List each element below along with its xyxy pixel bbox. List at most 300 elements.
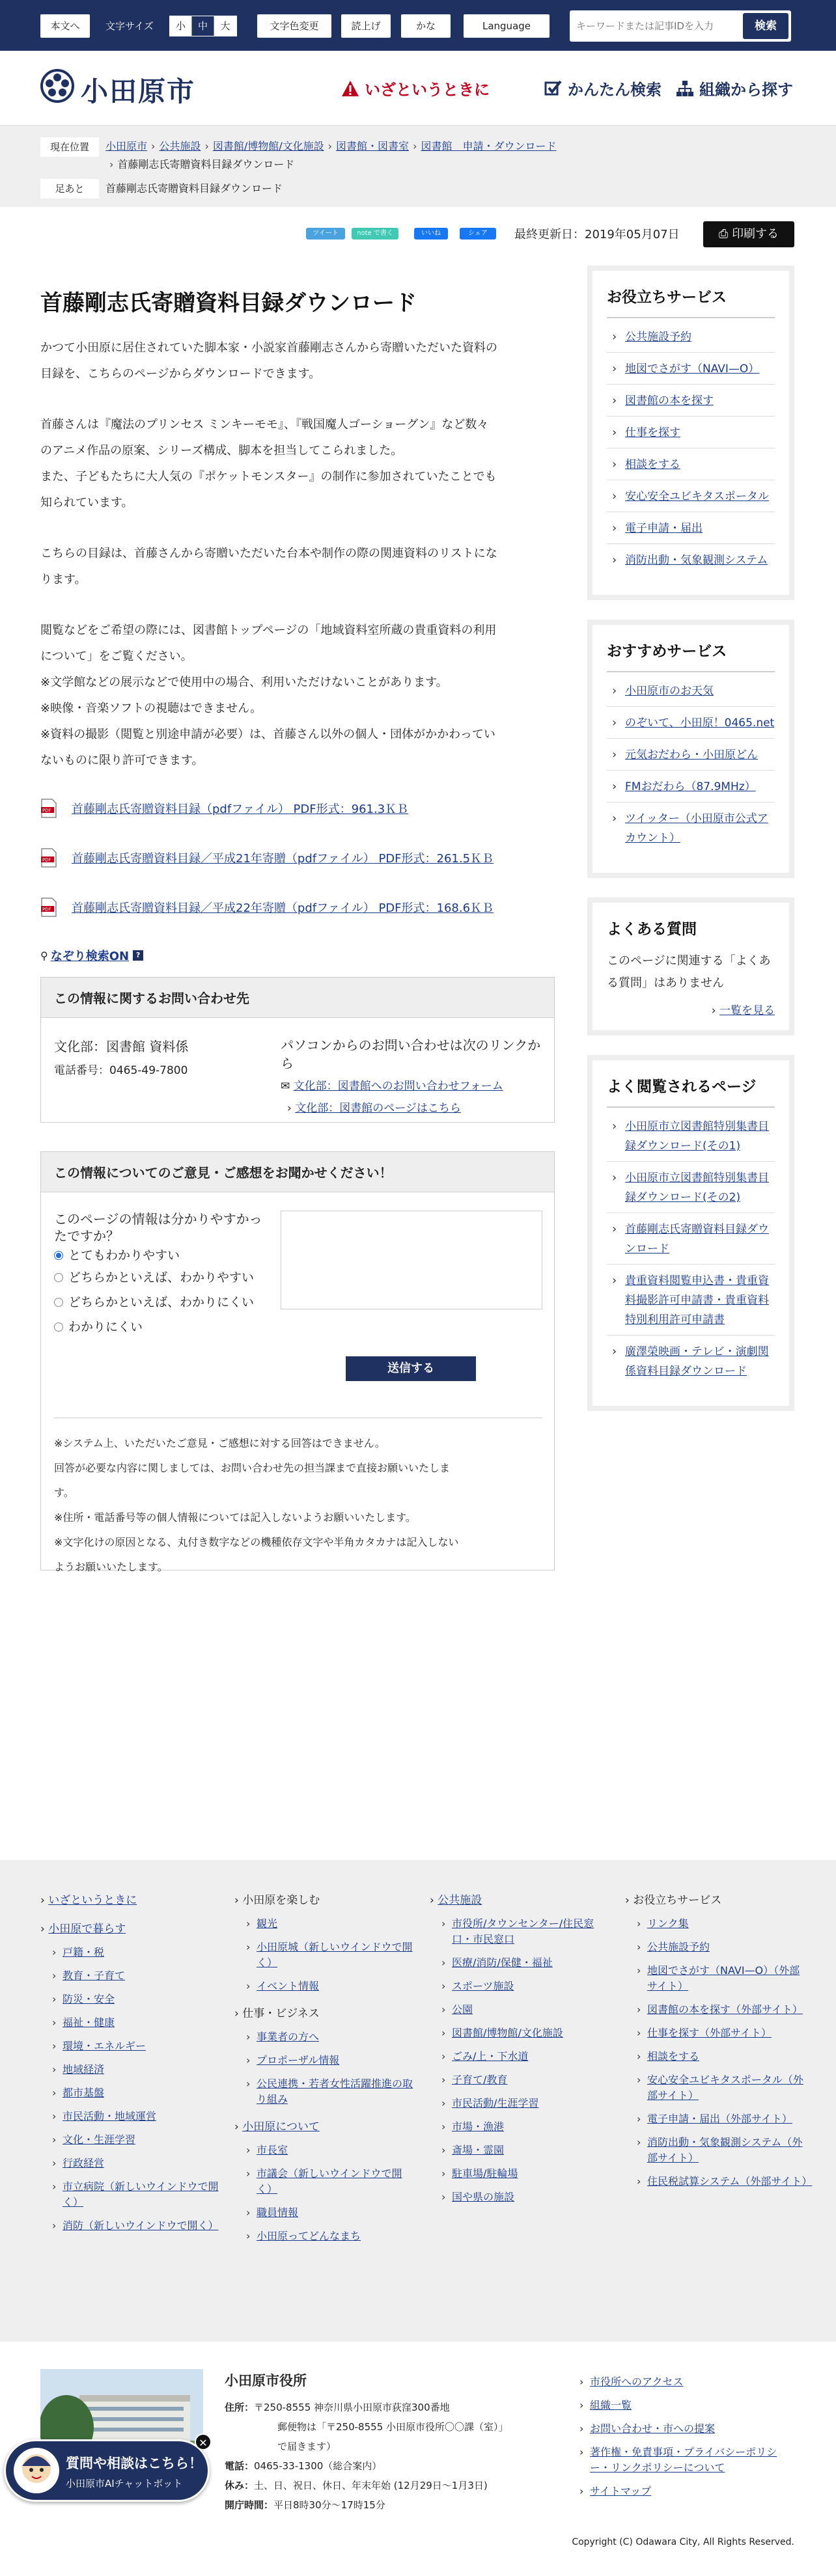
footer-tel-label: 電話： — [225, 2460, 255, 2472]
inquiry-form-link-text[interactable]: 文化部：図書館へのお問い合わせフォーム — [293, 1080, 503, 1093]
pdf-file-icon — [40, 897, 57, 917]
sidebar-link[interactable] — [607, 1342, 775, 1386]
footer-heading[interactable] — [234, 2119, 417, 2135]
breadcrumb-footprint-label: 足あと — [40, 179, 99, 199]
sidebar-link-text[interactable]: 安心安全ユビキタスポータル — [625, 490, 769, 503]
feedback-notes — [54, 1418, 542, 1580]
footer-link-list — [441, 1916, 612, 2205]
footer-link[interactable] — [441, 2002, 612, 2018]
popular-pages-list — [607, 1117, 775, 1386]
footer-util-link[interactable] — [579, 2374, 794, 2390]
breadcrumb-link[interactable]: 図書館 申請・ダウンロード — [421, 140, 557, 152]
breadcrumb-link[interactable]: 図書館・図書室 — [336, 140, 410, 152]
footer-link-text[interactable]: 防災・安全 — [63, 1993, 115, 2005]
footer-heading-link[interactable]: 小田原で暮らす — [48, 1923, 126, 1936]
breadcrumb-current-label: 現在位置 — [40, 137, 99, 157]
read-aloud-button[interactable]: 読上げ — [341, 14, 391, 38]
footer-link[interactable] — [246, 1916, 417, 1932]
text-size-label: 文字サイズ — [105, 20, 154, 32]
note-line: ※システム上、いただいたご意見・ご感想に対する回答はできません。 — [54, 1437, 385, 1449]
footer-util-link-text[interactable]: 著作権・免責事項・プライバシーポリシー・リンクポリシーについて — [590, 2446, 777, 2474]
footer-link-text[interactable]: 公共施設予約 — [647, 1941, 710, 1953]
sidebar-link[interactable] — [607, 745, 775, 771]
mail-icon: ✉ — [281, 1080, 290, 1093]
footer-link-text[interactable]: 戸籍・税 — [63, 1946, 105, 1958]
chevron-right-icon: › — [287, 1102, 292, 1115]
footer-column-services — [625, 1893, 813, 2201]
footer-util-link-text[interactable]: お問い合わせ・市への提案 — [590, 2422, 716, 2435]
breadcrumb-separator: › — [327, 140, 333, 152]
footer-address-line: で届きます） — [277, 2441, 337, 2452]
feedback-option-label: わかりにくい — [68, 1320, 143, 1334]
sidebar-link[interactable] — [607, 681, 775, 707]
footer-link-text[interactable]: 公園 — [452, 2003, 473, 2016]
footer-link[interactable] — [52, 2109, 223, 2124]
nav-emergency-label: いざというときに — [365, 81, 490, 99]
pdf-download-link[interactable] — [40, 897, 555, 917]
city-emblem-icon[interactable] — [40, 69, 74, 103]
skip-to-content-button[interactable]: 本文へ — [40, 14, 90, 38]
svg-text:PDF: PDF — [42, 907, 51, 912]
footer-link-text[interactable]: 環境・エネルギー — [63, 2040, 146, 2052]
footer-link[interactable] — [52, 1992, 223, 2007]
text-line: また、子どもたちに大人気の『ポケットモンスター』の制作に参加されていたことでも — [40, 470, 497, 484]
sidebar-link-text[interactable]: のぞいて、小田原！0465.net — [625, 717, 775, 730]
footer-tel-row — [225, 2456, 550, 2476]
footer-link[interactable] — [246, 2228, 417, 2244]
text-line: ※映像・音楽ソフトの視聴はできません。 — [40, 702, 262, 715]
main-content — [40, 259, 555, 1599]
kana-button[interactable]: かな — [401, 14, 451, 38]
footer-link-text[interactable]: 地図でさがす（NAVI—O）（外部サイト） — [647, 1964, 800, 1992]
sidebar-link-text[interactable]: 小田原市立図書館特別集書目録ダウンロード(その2) — [625, 1172, 769, 1204]
sidebar-link[interactable] — [607, 713, 775, 739]
footer-link-text[interactable]: 事業者の方へ — [257, 2031, 320, 2043]
sidebar-link-text[interactable]: 小田原市のお天気 — [625, 685, 714, 698]
inquiry-page-link[interactable] — [287, 1099, 461, 1115]
footer-heading-link[interactable]: 小田原について — [242, 2120, 320, 2133]
footer-link[interactable] — [441, 2143, 612, 2158]
text-line: 首藤さんは『魔法のプリンセス ミンキーモモ』、『戦国魔人ゴーショーグン』など数々 — [40, 418, 489, 432]
text-line: 目録を、こちらのページからダウンロードできます。 — [40, 367, 321, 381]
footer-link-text[interactable]: 住民税試算システム（外部サイト） — [647, 2175, 813, 2187]
sidebar-link-text[interactable]: 相談をする — [625, 458, 680, 471]
footer-link-text[interactable]: 消防出動・気象観測システム（外部サイト） — [647, 2136, 803, 2164]
breadcrumb-footprint — [105, 179, 283, 199]
footer-util-link[interactable] — [579, 2421, 794, 2437]
text-line: について」をご覧ください。 — [40, 650, 193, 663]
footer-link-text[interactable]: リンク集 — [647, 1917, 689, 1930]
sidebar-link-text[interactable]: 廣澤榮映画・テレビ・演劇関係資料目録ダウンロード — [625, 1345, 769, 1378]
footer-heading: › 仕事・ビジネス — [234, 2006, 417, 2021]
footer-link-text[interactable]: 斎場・霊園 — [452, 2144, 505, 2156]
sidebar-link[interactable] — [607, 487, 775, 512]
footer-link[interactable] — [441, 2189, 612, 2205]
chatbot-title: 質問や相談はこちら！ — [66, 2456, 202, 2471]
facebook-like-button[interactable]: いいね — [414, 228, 448, 240]
print-button[interactable] — [703, 221, 794, 247]
sidebar-link-text[interactable]: 首藤剛志氏寄贈資料目録ダウンロード — [625, 1223, 769, 1255]
footer-link[interactable] — [637, 1963, 807, 1994]
footer-link-text[interactable]: 公民連携・若者女性活躍推進の取り組み — [257, 2077, 413, 2105]
popular-pages-title: よく閲覧されるページ — [607, 1075, 775, 1108]
footer-link[interactable] — [637, 2049, 807, 2064]
footer-link[interactable] — [441, 1916, 612, 1947]
feedback-heading: この情報についてのご意見・ご感想をお聞かせください！ — [41, 1152, 554, 1192]
pdf-link-text[interactable]: 首藤剛志氏寄贈資料目録（pdfファイル） PDF形式：961.3ＫＢ — [72, 802, 409, 816]
sidebar-link[interactable] — [607, 455, 775, 480]
footer-util-link[interactable] — [579, 2445, 794, 2476]
sidebar-link-text[interactable]: 仕事を探す — [625, 426, 680, 439]
sidebar-link[interactable] — [607, 1117, 775, 1162]
footer-link[interactable] — [441, 2025, 612, 2041]
footer-column-facilities — [430, 1893, 612, 2217]
footer-link[interactable] — [52, 2179, 223, 2210]
breadcrumb-link[interactable]: 図書館/博物館/文化施設 — [212, 140, 324, 152]
breadcrumb-link[interactable]: 小田原市 — [105, 140, 148, 152]
breadcrumb-current-page: 首藤剛志氏寄贈資料目録ダウンロード — [117, 158, 295, 171]
footer-holiday-label: 休み： — [225, 2480, 255, 2491]
footer-address-line: 郵便物は「〒250-8555 小田原市役所〇〇課（室）」 — [277, 2421, 509, 2433]
sidebar-link-text[interactable]: 電子申請・届出 — [625, 522, 703, 535]
footer-link-text[interactable]: 地域経済 — [63, 2063, 105, 2076]
footer-link[interactable] — [246, 2205, 417, 2221]
footer-heading-link[interactable]: いざというときに — [48, 1894, 137, 1907]
printer-icon: ⎙ — [718, 227, 729, 241]
recommended-services-list — [607, 681, 775, 853]
faq-title: よくある質問 — [607, 921, 697, 938]
footer-util-link-text[interactable]: 市役所へのアクセス — [590, 2376, 684, 2388]
sidebar-link[interactable] — [607, 519, 775, 544]
magnifier-icon: ⚲ — [40, 949, 48, 962]
footer-util-link-text[interactable]: 組織一覧 — [590, 2399, 632, 2411]
svg-text:PDF: PDF — [42, 808, 51, 814]
footer-link[interactable] — [637, 2111, 807, 2127]
usage-paragraph — [40, 618, 555, 774]
footer-navigation — [0, 1860, 836, 2342]
footer-link[interactable] — [52, 2156, 223, 2171]
footer-link-text[interactable]: 都市基盤 — [63, 2087, 105, 2099]
language-button[interactable]: Language — [464, 14, 550, 38]
footer-hours-row — [225, 2495, 550, 2515]
radio-selected-icon[interactable] — [54, 1251, 63, 1260]
recommended-services-title: おすすめサービス — [607, 639, 775, 672]
sidebar-link[interactable] — [607, 391, 775, 417]
sidebar-link-text[interactable]: 貴重資料閲覧申込書・貴重資料撮影許可申請書・貴重資料特別利用許可申請書 — [625, 1274, 769, 1326]
note-share-button[interactable]: note で書く — [352, 228, 398, 240]
footer-link-text[interactable]: 行政経営 — [63, 2157, 105, 2169]
footer-link-text[interactable]: 職員情報 — [257, 2206, 299, 2219]
inquiry-form-link[interactable] — [281, 1076, 503, 1093]
catalog-paragraph — [40, 541, 555, 593]
footer-link-text[interactable]: ごみ/上・下水道 — [452, 2050, 529, 2062]
note-line: 回答が必要な内容に関しましては、お問い合わせ先の担当課まで直接お願いいたしま — [54, 1462, 451, 1474]
footer-link[interactable] — [441, 2096, 612, 2111]
search-button[interactable]: 検索 — [743, 13, 788, 39]
note-line: ※文字化けの原因となる、丸付き数字などの機種依存文字や半角カタカナは記入しない — [54, 1536, 459, 1548]
ai-chatbot-launcher[interactable] — [4, 2439, 210, 2502]
footer-link-text[interactable]: 消防（新しいウインドウで開く） — [63, 2219, 219, 2232]
footer-link-list — [246, 1916, 417, 1994]
chevron-right-icon: › — [579, 2485, 584, 2497]
warning-icon — [341, 80, 359, 97]
faq-text: このページに関連する「よくある質問」はありません — [607, 954, 771, 990]
sidebar-link[interactable] — [607, 423, 775, 448]
footer-link-text[interactable]: 相談をする — [647, 2050, 700, 2062]
pdf-download-link[interactable] — [40, 848, 555, 868]
nav-emergency[interactable] — [341, 77, 490, 100]
sidebar-link-text[interactable]: 地図でさがす（NAVI—O） — [625, 363, 760, 376]
footer-link[interactable] — [441, 2166, 612, 2182]
sidebar — [587, 259, 794, 1431]
intro-paragraph — [40, 335, 555, 387]
note-line: ※住所・電話番号等の個人情報については記入しないようお願いいたします。 — [54, 1511, 416, 1524]
pdf-file-icon — [40, 848, 57, 868]
footer-link[interactable] — [52, 2132, 223, 2148]
checkbox-icon — [544, 80, 563, 97]
copyright: Copyright (C) Odawara City, All Rights Reserved. — [572, 2537, 794, 2547]
feedback-options — [54, 1247, 262, 1336]
footer-link[interactable] — [246, 2143, 417, 2158]
footer-link-text[interactable]: 安心安全ユビキタスポータル（外部サイト） — [647, 2074, 803, 2102]
sidebar-link[interactable] — [607, 327, 775, 353]
breadcrumb-link[interactable]: 公共施設 — [159, 140, 201, 152]
nazori-search-toggle[interactable] — [40, 947, 555, 964]
footer-link-text[interactable]: 小田原城（新しいウインドウで開く） — [257, 1941, 413, 1969]
sidebar-link-text[interactable]: 元気おだわら・小田原どん — [625, 748, 758, 761]
footer-link-text[interactable]: 仕事を探す（外部サイト） — [647, 2027, 772, 2039]
useful-services-list — [607, 327, 775, 575]
pdf-link-text[interactable]: 首藤剛志氏寄贈資料目録／平成21年寄贈（pdfファイル） PDF形式：261.5ＫＢ — [72, 852, 494, 866]
feedback-question: このページの情報は分かりやすかったですか？ — [54, 1211, 262, 1244]
search-input[interactable] — [576, 16, 739, 36]
sidebar-link-text[interactable]: ツイッター（小田原市公式アカウント） — [625, 812, 768, 845]
footer-link[interactable] — [246, 2053, 417, 2068]
radio-icon[interactable] — [54, 1322, 63, 1332]
footer-link[interactable] — [441, 1979, 612, 1994]
footer-link-text[interactable]: プロポーザル情報 — [257, 2054, 340, 2066]
content-area — [0, 259, 836, 1860]
footer-heading[interactable] — [40, 1893, 223, 1908]
footer-org-name: 小田原市役所 — [225, 2373, 307, 2389]
close-icon[interactable]: ✕ — [195, 2433, 212, 2450]
text-line: かつて小田原に居住されていた脚本家・小説家首藤剛志さんから寄贈いただいた資料の — [40, 341, 497, 355]
footer-link[interactable] — [52, 2218, 223, 2234]
feedback-submit-button[interactable]: 送信する — [346, 1356, 476, 1381]
footer-link-text[interactable]: 福祉・健康 — [63, 2016, 115, 2029]
feedback-box — [40, 1151, 555, 1573]
faq-box — [587, 897, 794, 1035]
footer-link-text[interactable]: 市場・漁港 — [452, 2120, 505, 2133]
useful-services-title: お役立ちサービス — [607, 285, 775, 318]
footer-link[interactable] — [637, 2025, 807, 2041]
sidebar-link-text[interactable]: 小田原市立図書館特別集書目録ダウンロード(その1) — [625, 1120, 769, 1153]
footer-column-living — [40, 1893, 223, 2245]
sidebar-link[interactable] — [607, 1168, 775, 1213]
breadcrumb-separator: › — [151, 140, 156, 152]
faq-more-link[interactable] — [607, 1001, 775, 1017]
text-line: ※文学館などの展示などで使用中の場合、利用いただけないことがあります。 — [40, 676, 448, 689]
facebook-share-button[interactable]: シェア — [460, 228, 496, 240]
sidebar-link-text[interactable]: 図書館の本を探す — [625, 394, 714, 407]
footer-hours: 平日8時30分～17時15分 — [273, 2499, 385, 2511]
footer-link-text[interactable]: 市長室 — [257, 2144, 288, 2156]
footer-link[interactable] — [246, 2166, 417, 2197]
footer-link[interactable] — [637, 2174, 813, 2189]
sidebar-link-text[interactable]: 公共施設予約 — [625, 331, 691, 344]
nav-easy-search[interactable] — [544, 77, 662, 100]
sidebar-link[interactable] — [607, 809, 775, 853]
footer-link-text[interactable]: 図書館の本を探す（外部サイト） — [647, 2003, 803, 2016]
footer-util-link[interactable] — [579, 2398, 794, 2413]
footer-tel: 0465-33-1300（総合案内） — [254, 2460, 382, 2472]
footer-heading: › 小田原を楽しむ — [234, 1893, 417, 1908]
footer-link-text[interactable]: 電子申請・届出（外部サイト） — [647, 2113, 792, 2125]
author-paragraph — [40, 412, 555, 516]
footer-link[interactable] — [441, 2049, 612, 2064]
footer-util-link[interactable] — [579, 2484, 794, 2499]
footer-link-text[interactable]: 市民活動・地域運営 — [63, 2110, 157, 2122]
useful-services-box — [587, 266, 794, 600]
svg-text:PDF: PDF — [42, 857, 51, 863]
footer-link-text[interactable]: 市民活動/生涯学習 — [452, 2097, 539, 2109]
nazori-search-link[interactable]: なぞり検索ON — [50, 950, 130, 963]
footprint-item[interactable]: 首藤剛志氏寄贈資料目録ダウンロード — [105, 182, 283, 195]
sidebar-link-text[interactable]: 消防出動・気象観測システム — [625, 554, 768, 567]
radio-icon[interactable] — [54, 1298, 63, 1307]
footer-link[interactable] — [441, 1955, 612, 1971]
breadcrumb-current-row — [40, 137, 796, 174]
sidebar-link[interactable] — [607, 1220, 775, 1265]
footer-link[interactable] — [246, 2076, 417, 2107]
text-line: ※資料の撮影（閲覧と別途申請が必要）は、首藤さん以外の個人・団体がかかわってい — [40, 728, 495, 741]
footer-link[interactable] — [246, 1979, 417, 1994]
radio-icon[interactable] — [54, 1273, 63, 1282]
footer-link-text[interactable]: 市立病院（新しいウインドウで開く） — [63, 2180, 219, 2208]
text-line: ります。 — [40, 573, 87, 586]
footer-link[interactable] — [246, 1939, 417, 1971]
breadcrumb-trail — [105, 137, 556, 174]
inquiry-pc-text: パソコンからのお問い合わせは次のリンクから — [281, 1037, 541, 1071]
feedback-option[interactable] — [54, 1247, 262, 1264]
footer-address-line: 〒250-8555 神奈川県小田原市荻窪300番地 — [254, 2402, 450, 2413]
chevron-right-icon: › — [579, 2399, 584, 2411]
footer-link[interactable] — [52, 2062, 223, 2077]
footer-link[interactable] — [637, 1916, 807, 1932]
footer-heading-link[interactable]: 公共施設 — [438, 1894, 482, 1907]
footer-heading: › お役立ちサービス — [625, 1893, 807, 1908]
footer-link-text[interactable]: 市議会（新しいウインドウで開く） — [257, 2167, 402, 2195]
pdf-file-icon — [40, 799, 57, 818]
pdf-download-link[interactable] — [40, 799, 555, 818]
sidebar-link[interactable] — [607, 777, 775, 802]
footer-link-list — [52, 1945, 223, 2234]
nav-org-search-label: 組織から探す — [699, 81, 793, 99]
chevron-right-icon: › — [711, 1004, 716, 1017]
inquiry-body — [41, 1018, 554, 1122]
sidebar-link[interactable] — [607, 359, 775, 385]
footer-link-text[interactable]: 子育て/教育 — [452, 2074, 508, 2086]
print-button-label: 印刷する — [732, 227, 779, 241]
inquiry-box — [40, 977, 555, 1123]
chevron-right-icon: › — [579, 2376, 584, 2388]
breadcrumb-footprint-row — [40, 179, 796, 199]
breadcrumb-separator: › — [413, 140, 417, 152]
footer-link[interactable] — [52, 1945, 223, 1960]
feedback-option-label: どちらかといえば、わかりやすい — [68, 1270, 255, 1285]
feedback-option-label: どちらかといえば、わかりにくい — [68, 1295, 255, 1309]
footer-column-enjoy — [234, 1893, 417, 2256]
footer-util-link-text[interactable]: サイトマップ — [590, 2485, 652, 2497]
footer-link[interactable] — [637, 1939, 807, 1955]
text-size-medium-button[interactable]: 中 — [192, 16, 214, 36]
footer-heading[interactable] — [40, 1921, 223, 1937]
nav-org-search[interactable] — [676, 77, 793, 100]
inquiry-page-link-text[interactable]: 文化部：図書館のページはこちら — [295, 1102, 461, 1115]
footer-holiday: 土、日、祝日、休日、年末年始 (12月29日～1月3日) — [254, 2480, 488, 2491]
footer-link[interactable] — [441, 2119, 612, 2135]
footer-link-text[interactable]: 国や県の施設 — [452, 2191, 515, 2203]
footer-link-text[interactable]: 小田原ってどんなまち — [257, 2230, 361, 2242]
footer-link-text[interactable]: 文化・生涯学習 — [63, 2133, 136, 2146]
footer-link[interactable] — [637, 2072, 807, 2103]
text-line: 閲覧などをご希望の際には、図書館トップページの「地域資料室所蔵の貴重資料の利用 — [40, 623, 497, 637]
footer-link-text[interactable]: イベント情報 — [257, 1980, 320, 1992]
site-logo-text[interactable]: 小田原市 — [81, 75, 196, 107]
text-size-small-button[interactable]: 小 — [170, 16, 192, 36]
footer-link[interactable] — [52, 2085, 223, 2101]
footer-link[interactable] — [246, 2029, 417, 2045]
footer-link-text[interactable]: 図書館/博物館/文化施設 — [452, 2027, 563, 2039]
footer-link-text[interactable]: スポーツ施設 — [452, 1980, 514, 1992]
feedback-option[interactable] — [54, 1319, 262, 1336]
footer-link[interactable] — [52, 1968, 223, 1984]
footer-link[interactable] — [637, 2135, 807, 2166]
footer-link-text[interactable]: 教育・子育て — [63, 1969, 126, 1982]
footer-heading[interactable] — [430, 1893, 612, 1908]
text-size-large-button[interactable]: 大 — [214, 16, 236, 36]
text-line: こちらの目録は、首藤さんから寄贈いただいた台本や制作の際の関連資料のリストにな — [40, 547, 497, 560]
footer-link-text[interactable]: 医療/消防/保健・福祉 — [452, 1956, 553, 1969]
footer-address-row — [225, 2398, 550, 2456]
footer-link-text[interactable]: 市役所/タウンセンター/住民窓口・市民窓口 — [452, 1917, 594, 1945]
footer-link-text[interactable]: 観光 — [257, 1917, 278, 1930]
feedback-option[interactable] — [54, 1294, 262, 1311]
twitter-share-button[interactable]: ツイート — [306, 228, 345, 240]
footer-link[interactable] — [637, 2002, 807, 2018]
pdf-link-text[interactable]: 首藤剛志氏寄贈資料目録／平成22年寄贈（pdfファイル） PDF形式：168.6ＫＢ — [72, 901, 494, 915]
footer-link[interactable] — [441, 2072, 612, 2088]
footer-address-label: 住所： — [225, 2402, 255, 2413]
faq-more-link-text[interactable]: 一覧を見る — [719, 1004, 775, 1017]
footer-link[interactable] — [52, 2015, 223, 2031]
footer-hours-label: 開庁時間： — [225, 2499, 274, 2511]
sidebar-link[interactable] — [607, 1271, 775, 1336]
footer-link[interactable] — [52, 2038, 223, 2054]
inquiry-dept: 文化部：図書館 資料係 — [54, 1039, 189, 1054]
sidebar-link[interactable] — [607, 551, 775, 575]
feedback-comment-textarea[interactable] — [281, 1211, 542, 1309]
footer-contact-info — [225, 2398, 550, 2515]
footer-link-text[interactable]: 駐車場/駐輪場 — [452, 2167, 518, 2180]
site-header — [0, 51, 836, 126]
sidebar-link-text[interactable]: FMおだわら（87.9MHz） — [625, 780, 756, 793]
note-line: す。 — [54, 1487, 74, 1499]
help-icon[interactable]: ? — [133, 950, 143, 961]
color-change-button[interactable]: 文字色変更 — [257, 14, 331, 38]
top-utility-bar — [0, 0, 836, 51]
feedback-option[interactable] — [54, 1269, 262, 1286]
